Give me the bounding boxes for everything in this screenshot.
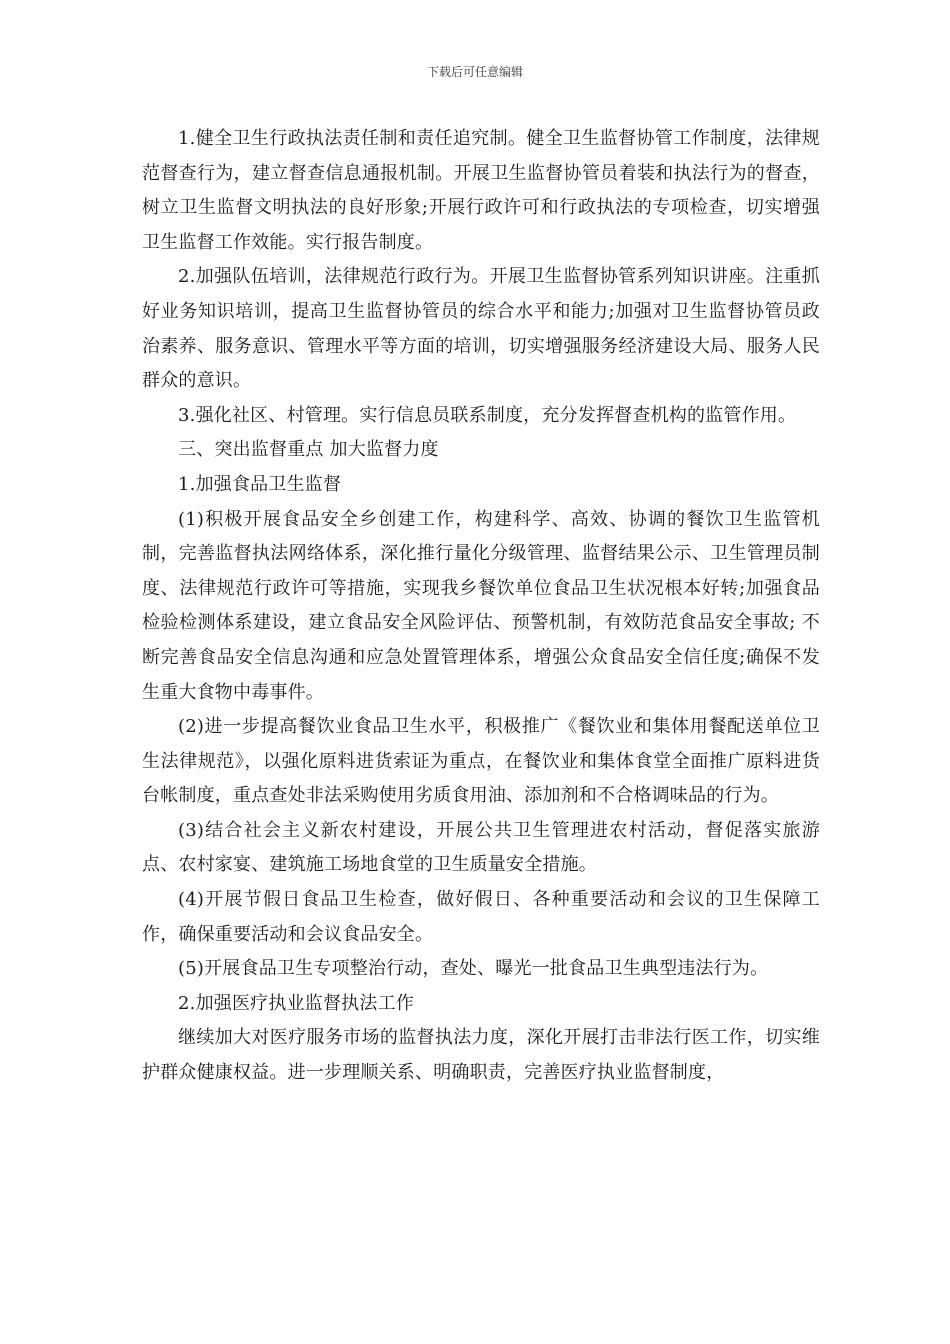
- paragraph-item-3: (3)结合社会主义新农村建设，开展公共卫生管理进农村活动，督促落实旅游点、农村家宴、建筑施工场地食堂的卫生质量安全措施。: [142, 819, 820, 876]
- paragraph-2: 2.加强队伍培训，法律规范行政行为。开展卫生监督协管系列知识讲座。注重抓好业务知识培训，提高卫生监督协管员的综合水平和能力;加强对卫生监督协管员政治素养、服务意识、管理水平等方面的培训，切实增强服务经济建设大局、服务人民群众的意识。: [142, 266, 820, 392]
- paragraph-item-1: (1)积极开展食品安全乡创建工作，构建科学、高效、协调的餐饮卫生监管机制，完善监督执法网络体系，深化推行量化分级管理、监督结果公示、卫生管理员制度、法律规范行政许可等措施，实现我乡餐饮单位食品卫生状况根本好转;加强食品检验检测体系建设，建立食品安全风险评估、预警机制，有效防范食品安全事故; 不断完善食品安全信息沟通和应急处置管理体系，增强公众食品安全信任度;确保不发生重大食物中毒事件。: [142, 508, 820, 703]
- paragraph-item-4: (4)开展节假日食品卫生检查，做好假日、各种重要活动和会议的卫生保障工作，确保重要活动和会议食品安全。: [142, 889, 820, 945]
- paragraph-item-2: (2)进一步提高餐饮业食品卫生水平，积极推广《餐饮业和集体用餐配送单位卫生法律规范》，以强化原料进货索证为重点，在餐饮业和集体食堂全面推广原料进货台帐制度，重点查处非法采购使用劣质食用油、添加剂和不合格调味品的行为。: [142, 716, 820, 807]
- paragraph-item-5: (5)开展食品卫生专项整治行动，查处、曝光一批食品卫生典型违法行为。: [178, 958, 769, 980]
- subsection-heading-medical: 2.加强医疗执业监督执法工作: [178, 992, 414, 1014]
- section-heading: 三、突出监督重点 加大监督力度: [178, 439, 439, 461]
- paragraph-1: 1.健全卫生行政执法责任制和责任追究制。健全卫生监督协管工作制度，法律规范督查行为，建立督查信息通报机制。开展卫生监督协管员着装和执法行为的督查，树立卫生监督文明执法的良好形象;开展行政许可和行政执法的专项检查，切实增强卫生监督工作效能。实行报告制度。: [142, 128, 820, 253]
- paragraph-3: 3.强化社区、村管理。实行信息员联系制度，充分发挥督查机构的监管作用。: [178, 404, 797, 426]
- subsection-heading-food: 1.加强食品卫生监督: [178, 473, 342, 495]
- paragraph-medical: 继续加大对医疗服务市场的监督执法力度，深化开展打击非法行医工作，切实维护群众健康权益。进一步理顺关系、明确职责，完善医疗执业监督制度，: [142, 1027, 820, 1084]
- page-header: 下载后可任意编辑: [426, 65, 523, 79]
- document-body: [142, 122, 820, 1091]
